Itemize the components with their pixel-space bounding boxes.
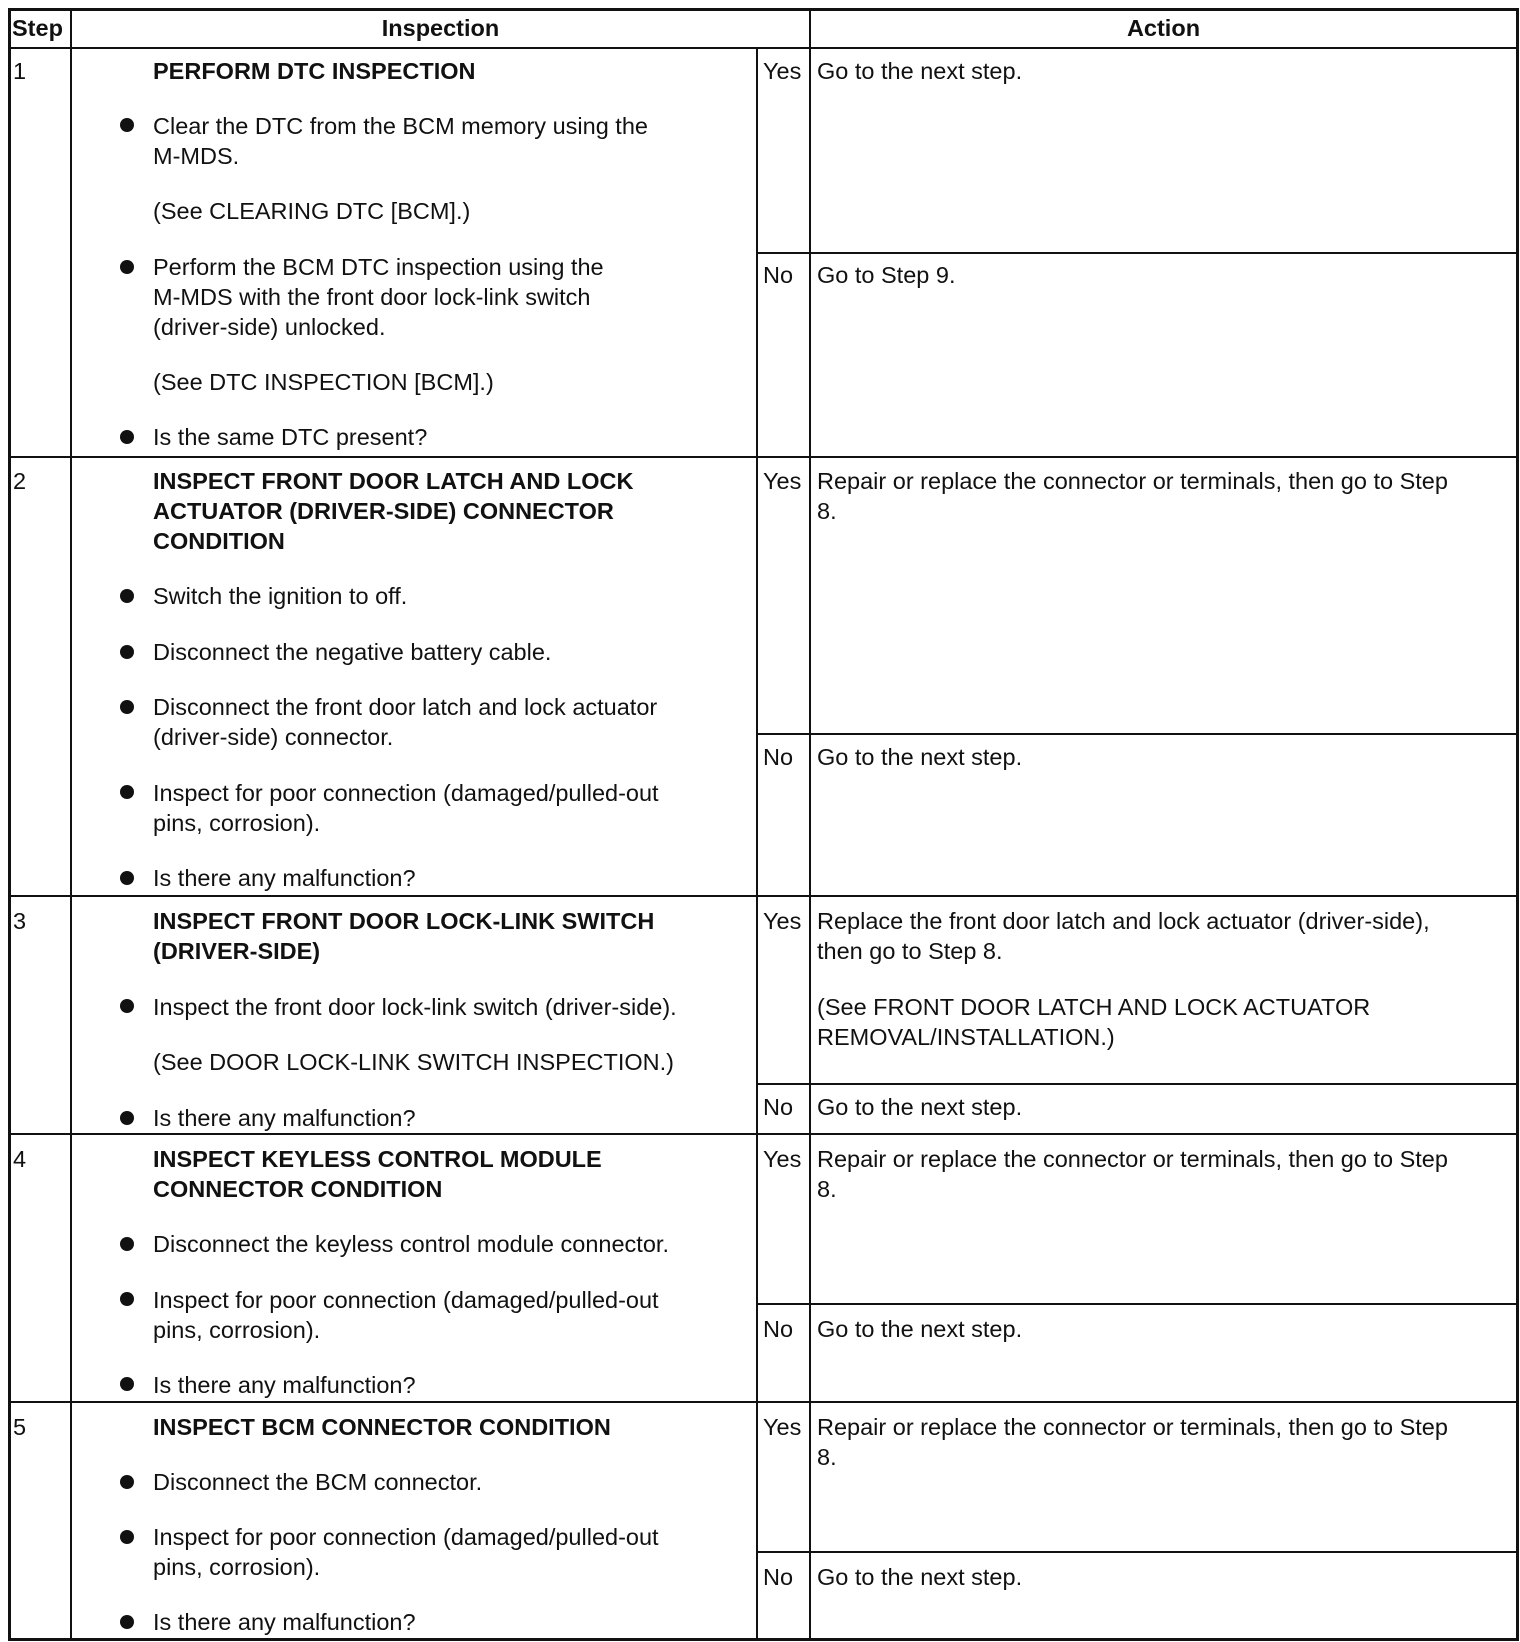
yes-label: Yes	[763, 58, 802, 84]
bullet-icon	[120, 1475, 134, 1489]
inspection-text: Inspect the front door lock-link switch (driver-side).	[153, 994, 677, 1020]
step-title: INSPECT BCM CONNECTOR CONDITION	[153, 1414, 611, 1440]
no-action: Go to the next step.	[817, 1564, 1023, 1590]
bullet-icon	[120, 430, 134, 444]
step-number: 5	[13, 1414, 27, 1440]
yes-label: Yes	[763, 468, 802, 494]
step-title: CONDITION	[153, 528, 285, 554]
bullet-icon	[120, 1237, 134, 1251]
inspection-text: Clear the DTC from the BCM memory using the	[153, 113, 648, 139]
step-title: INSPECT FRONT DOOR LOCK-LINK SWITCH	[153, 908, 655, 934]
inspection-reference: (See CLEARING DTC [BCM].)	[153, 198, 471, 224]
no-action: Go to Step 9.	[817, 262, 956, 288]
inspection-text: Disconnect the BCM connector.	[153, 1469, 483, 1495]
yes-action: 8.	[817, 498, 837, 524]
step-number: 1	[13, 58, 27, 84]
bullet-icon	[120, 589, 134, 603]
bullet-icon	[120, 700, 134, 714]
header-action: Action	[1126, 15, 1201, 41]
inspection-text: Inspect for poor connection (damaged/pulled-out	[153, 1524, 659, 1550]
yes-label: Yes	[763, 1146, 802, 1172]
no-action: Go to the next step.	[817, 1316, 1023, 1342]
header-divider	[8, 47, 1519, 49]
yes-action-reference: REMOVAL/INSTALLATION.)	[817, 1024, 1115, 1050]
yes-action: Repair or replace the connector or terminals, then go to Step	[817, 1414, 1448, 1440]
yes-no-divider	[756, 1303, 1519, 1305]
inspection-reference: (See DOOR LOCK-LINK SWITCH INSPECTION.)	[153, 1049, 674, 1075]
yes-no-divider	[756, 1083, 1519, 1085]
bullet-icon	[120, 999, 134, 1013]
table-border-top	[8, 8, 1519, 11]
inspection-text: Is there any malfunction?	[153, 1105, 416, 1131]
step-title: INSPECT KEYLESS CONTROL MODULE	[153, 1146, 602, 1172]
yes-action: Repair or replace the connector or terminals, then go to Step	[817, 1146, 1448, 1172]
no-action: Go to the next step.	[817, 744, 1023, 770]
no-label: No	[763, 744, 794, 770]
no-label: No	[763, 1564, 794, 1590]
yes-action: Replace the front door latch and lock actuator (driver-side),	[817, 908, 1430, 934]
step-title: ACTUATOR (DRIVER-SIDE) CONNECTOR	[153, 498, 614, 524]
inspection-text: Inspect for poor connection (damaged/pulled-out	[153, 1287, 659, 1313]
inspection-text: Disconnect the front door latch and lock actuator	[153, 694, 658, 720]
inspection-text: Disconnect the keyless control module connector.	[153, 1231, 669, 1257]
inspection-text: M-MDS with the front door lock-link switch	[153, 284, 591, 310]
step-title: (DRIVER-SIDE)	[153, 938, 321, 964]
bullet-icon	[120, 1615, 134, 1629]
step-title: CONNECTOR CONDITION	[153, 1176, 443, 1202]
step-number: 2	[13, 468, 27, 494]
yes-action-reference: (See FRONT DOOR LATCH AND LOCK ACTUATOR	[817, 994, 1371, 1020]
column-divider-step	[70, 8, 72, 1641]
row-divider	[8, 456, 1519, 458]
inspection-text: pins, corrosion).	[153, 1554, 321, 1580]
yes-action: then go to Step 8.	[817, 938, 1003, 964]
no-label: No	[763, 1094, 794, 1120]
row-divider	[8, 895, 1519, 897]
inspection-text: Is there any malfunction?	[153, 1372, 416, 1398]
header-step: Step	[12, 15, 63, 41]
step-title: INSPECT FRONT DOOR LATCH AND LOCK	[153, 468, 634, 494]
yes-action: 8.	[817, 1176, 837, 1202]
step-number: 3	[13, 908, 27, 934]
no-label: No	[763, 262, 794, 288]
bullet-icon	[120, 645, 134, 659]
step-number: 4	[13, 1146, 27, 1172]
table-border-bottom	[8, 1638, 1519, 1641]
inspection-text: (driver-side) connector.	[153, 724, 394, 750]
inspection-text: Is there any malfunction?	[153, 1609, 416, 1635]
inspection-text: pins, corrosion).	[153, 810, 321, 836]
inspection-text: Is the same DTC present?	[153, 424, 428, 450]
no-action: Go to the next step.	[817, 1094, 1023, 1120]
row-divider	[8, 1401, 1519, 1403]
bullet-icon	[120, 1530, 134, 1544]
inspection-text: Is there any malfunction?	[153, 865, 416, 891]
bullet-icon	[120, 785, 134, 799]
yes-action: 8.	[817, 1444, 837, 1470]
yes-label: Yes	[763, 1414, 802, 1440]
bullet-icon	[120, 1292, 134, 1306]
bullet-icon	[120, 871, 134, 885]
table-border-left	[8, 8, 11, 1641]
bullet-icon	[120, 118, 134, 132]
inspection-text: Inspect for poor connection (damaged/pulled-out	[153, 780, 659, 806]
bullet-icon	[120, 1377, 134, 1391]
bullet-icon	[120, 1111, 134, 1125]
bullet-icon	[120, 260, 134, 274]
header-inspection: Inspection	[381, 15, 500, 41]
inspection-text: M-MDS.	[153, 143, 240, 169]
row-divider	[8, 1133, 1519, 1135]
inspection-reference: (See DTC INSPECTION [BCM].)	[153, 369, 494, 395]
inspection-text: (driver-side) unlocked.	[153, 314, 386, 340]
yes-no-divider	[756, 733, 1519, 735]
yes-action: Go to the next step.	[817, 58, 1023, 84]
step-title: PERFORM DTC INSPECTION	[153, 58, 476, 84]
yes-no-divider	[756, 252, 1519, 254]
inspection-text: pins, corrosion).	[153, 1317, 321, 1343]
yes-no-divider	[756, 1551, 1519, 1553]
inspection-text: Perform the BCM DTC inspection using the	[153, 254, 604, 280]
yes-action: Repair or replace the connector or terminals, then go to Step	[817, 468, 1448, 494]
no-label: No	[763, 1316, 794, 1342]
inspection-text: Disconnect the negative battery cable.	[153, 639, 552, 665]
inspection-text: Switch the ignition to off.	[153, 583, 408, 609]
yes-label: Yes	[763, 908, 802, 934]
